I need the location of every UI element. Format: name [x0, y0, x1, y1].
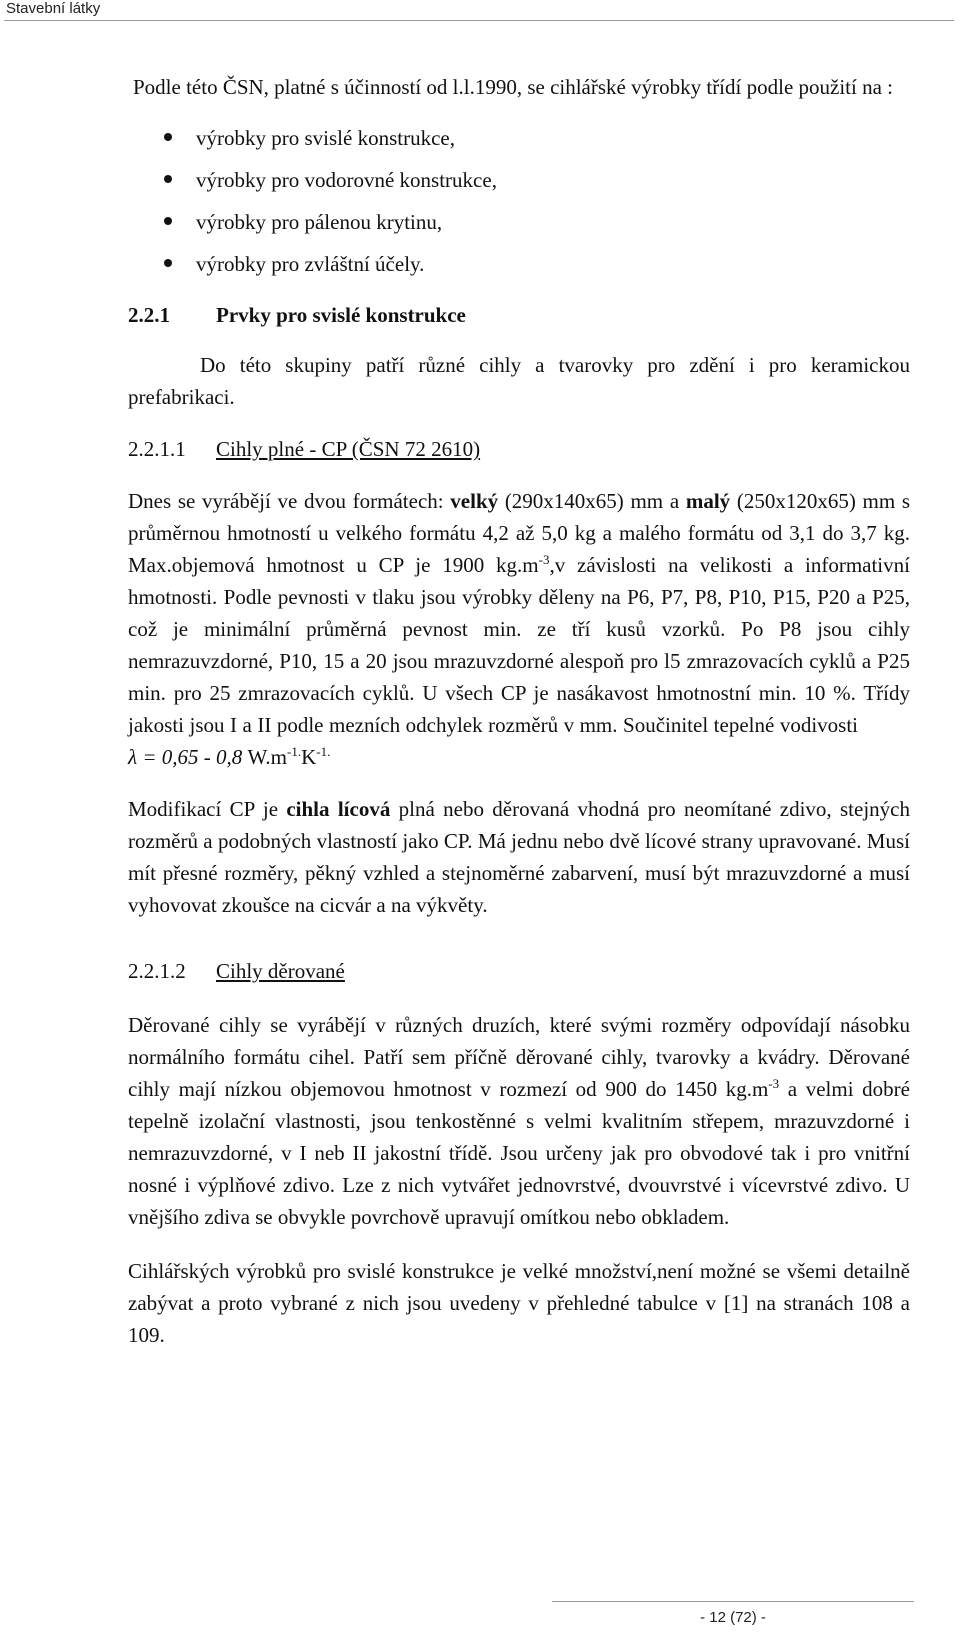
section-title: Prvky pro svislé konstrukce — [216, 303, 466, 327]
closing-paragraph: Cihlářských výrobků pro svislé konstrukce je velké množství,není možné se všemi detailně zabývat a proto vybrané z nich jsou uvedeny v přehledné tabulce v [1] na stranách 108 a 109. — [128, 1259, 910, 1347]
intro-paragraph: Podle této ČSN, platné s účinností od l.l.1990, se cihlářské výrobky třídí podle použití na : — [133, 75, 893, 99]
header-rule — [4, 20, 954, 21]
section-heading-2-2-1-2 — [128, 955, 910, 987]
list-item: výrobky pro zvláštní účely. — [128, 243, 910, 285]
bullet-icon — [164, 259, 172, 267]
page-body — [128, 71, 910, 1351]
solid-brick-paragraph: Dnes se vyrábějí ve dvou formátech: velký (290x140x65) mm a malý (250x120x65) mm s průměrnou hmotností u velkého formátu 4,2 až 5,0 kg a malého formátu od 3,1 do 3,7 kg. Max.objemová hmotnost u CP je 1900 $kg.m^{-3},v$ závislosti na velikosti a informativní hmotnosti. Podle pevnosti v tlaku jsou výrobky děleny na P6, P7, P8, P10, P15, P20 a P25, což je minimální průměrná pevnost min. ze tří kusů vzorků. Po P8 jsou cihly nemrazuvzdorné, P10, 15 a 20 jsou mrazuvzdorné alespoň pro l5 zmrazovacích cyklů a P25 min. pro 25 zmrazovacích cyklů. U všech CP je nasákavost hmotnostní min. 10 %. Třídy jakosti jsou I a II podle mezních odchylek rozměrů v mm. Součinitel tepelné vodivostiλ = 0,65 - 0,8 $W.m^{-1.}K^{-1.}$ — [128, 489, 911, 769]
page-number: - 12 (72) - — [700, 1609, 766, 1626]
bullet-list — [128, 117, 910, 285]
list-item: výrobky pro vodorovné konstrukce, — [128, 159, 910, 201]
bullet-icon — [164, 175, 172, 183]
section-title: Cihly plné - CP (ČSN 72 2610) — [216, 437, 481, 461]
section-number: 2.2.1.2 — [128, 959, 186, 983]
facing-brick-paragraph: Modifikací CP je cihla lícová plná nebo děrovaná vhodná pro neomítané zdivo, stejných rozměrů a podobných vlastností jako CP. Má jednu nebo dvě lícové strany upravované. Musí mít přesné rozměry, pěkný vzhled a stejnoměrné zabarvení, musí být mrazuvzdorné a musí vyhovovat zkoušce na cicvár a na výkvěty. — [128, 797, 910, 917]
section-2-2-1-paragraph: Do této skupiny patří různé cihly a tvarovky pro zdění i pro keramickou prefabrikaci. — [128, 353, 910, 409]
thermal-conductivity-formula: λ = 0,65 - 0,8 — [128, 745, 243, 769]
section-number: 2.2.1 — [128, 303, 170, 327]
running-head: Stavební látky — [6, 0, 101, 17]
section-heading-2-2-1-1 — [128, 433, 910, 465]
bullet-icon — [164, 217, 172, 225]
perforated-brick-paragraph: Děrované cihly se vyrábějí v různých druzích, které svými rozměry odpovídají násobku normálního formátu cihel. Patří sem příčně děrované cihly, tvarovky a kvádry. Děrované cihly mají nízkou objemovou hmotnost v rozmezí od 900 do 1450 $kg.m^{-3}$ a velmi dobré tepelně izolační vlastnosti, jsou tenkostěnné s velmi kvalitním střepem, mrazuvzdorné i nemrazuvzdorné, v I neb II jakostní třídě. Jsou určeny jak pro obvodové tak i pro vnitřní nosné i výplňové zdivo. Lze z nich vytvářet jednovrstvé, dvouvrstvé i vícevrstvé zdivo. U vnějšího zdiva se obvykle povrchově upravují omítkou nebo obkladem. — [128, 1013, 910, 1229]
section-title: Cihly děrované — [216, 959, 345, 983]
list-item: výrobky pro svislé konstrukce, — [128, 117, 910, 159]
list-item: výrobky pro pálenou krytinu, — [128, 201, 910, 243]
bullet-icon — [164, 133, 172, 141]
footer-rule — [552, 1601, 914, 1602]
section-number: 2.2.1.1 — [128, 437, 186, 461]
section-heading-2-2-1 — [128, 299, 910, 331]
